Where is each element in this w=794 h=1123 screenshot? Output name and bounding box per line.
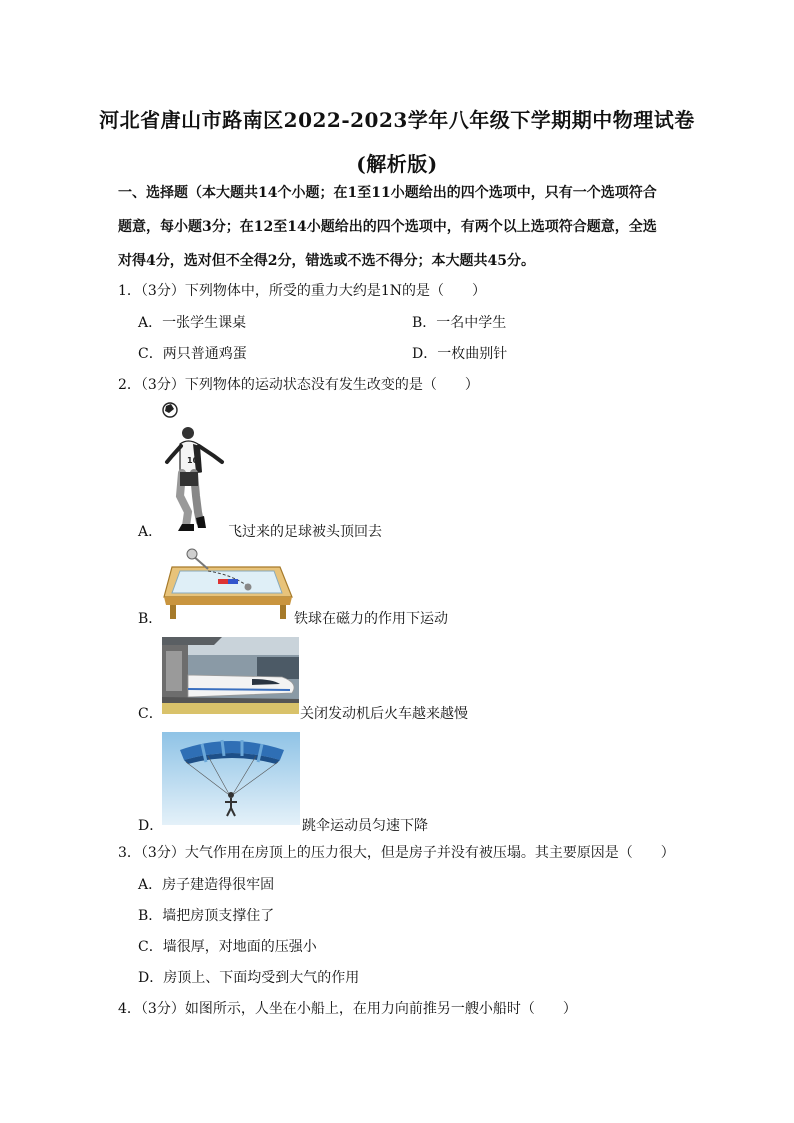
q3-option-b: B．墙把房顶支撑住了 — [138, 908, 275, 924]
q1-option-c: C．两只普通鸡蛋 — [138, 346, 247, 362]
parachutist-figure — [162, 732, 300, 825]
q2-option-c-label: C． — [138, 706, 163, 722]
q1-option-d: D．一枚曲别针 — [412, 346, 508, 362]
q1-option-a: A．一张学生课桌 — [138, 315, 247, 331]
section-instructions — [118, 176, 678, 278]
q2-option-c-text: 关闭发动机后火车越来越慢 — [300, 706, 468, 722]
q2-option-b-text: 铁球在磁力的作用下运动 — [294, 611, 448, 627]
question-2-stem: 2．（3分）下列物体的运动状态没有发生改变的是（ ） — [118, 377, 479, 393]
q2-option-d-text: 跳伞运动员匀速下降 — [302, 818, 428, 834]
q1-option-b: B．一名中学生 — [412, 315, 507, 331]
question-1-stem: 1．（3分）下列物体中，所受的重力大约是1N的是（ ） — [118, 283, 486, 299]
q3-option-c: C．墙很厚，对地面的压强小 — [138, 939, 317, 955]
exam-subtitle: (解析版) — [356, 152, 438, 176]
question-3-stem: 3．（3分）大气作用在房顶上的压力很大，但是房子并没有被压塌。其主要原因是（ ） — [118, 845, 675, 861]
instruction-line: 对得4分，选对但不全得2分，错选或不选不得分；本大题共45分。 — [118, 253, 535, 269]
exam-title: 河北省唐山市路南区2022-2023学年八年级下学期期中物理试卷 — [99, 108, 695, 132]
magnet-ball-table-figure — [162, 545, 294, 621]
q3-option-a: A．房子建造得很牢固 — [138, 877, 275, 893]
high-speed-train-figure — [162, 637, 299, 714]
q2-option-a-label: A． — [138, 524, 163, 540]
q3-option-d: D．房顶上、下面均受到大气的作用 — [138, 970, 360, 986]
q2-option-d-label: D． — [138, 818, 164, 834]
q2-option-b-label: B． — [138, 611, 163, 627]
soccer-player-figure — [158, 400, 232, 534]
jersey-number: 10 — [187, 456, 199, 465]
instruction-line: 一、选择题（本大题共14个小题；在1至11小题给出的四个选项中，只有一个选项符合 — [118, 185, 657, 201]
q2-option-a-text: 飞过来的足球被头顶回去 — [228, 524, 382, 540]
question-4-stem: 4．（3分）如图所示，人坐在小船上，在用力向前推另一艘小船时（ ） — [118, 1001, 577, 1017]
instruction-line: 题意，每小题3分；在12至14小题给出的四个选项中，有两个以上选项符合题意，全选 — [118, 219, 657, 235]
